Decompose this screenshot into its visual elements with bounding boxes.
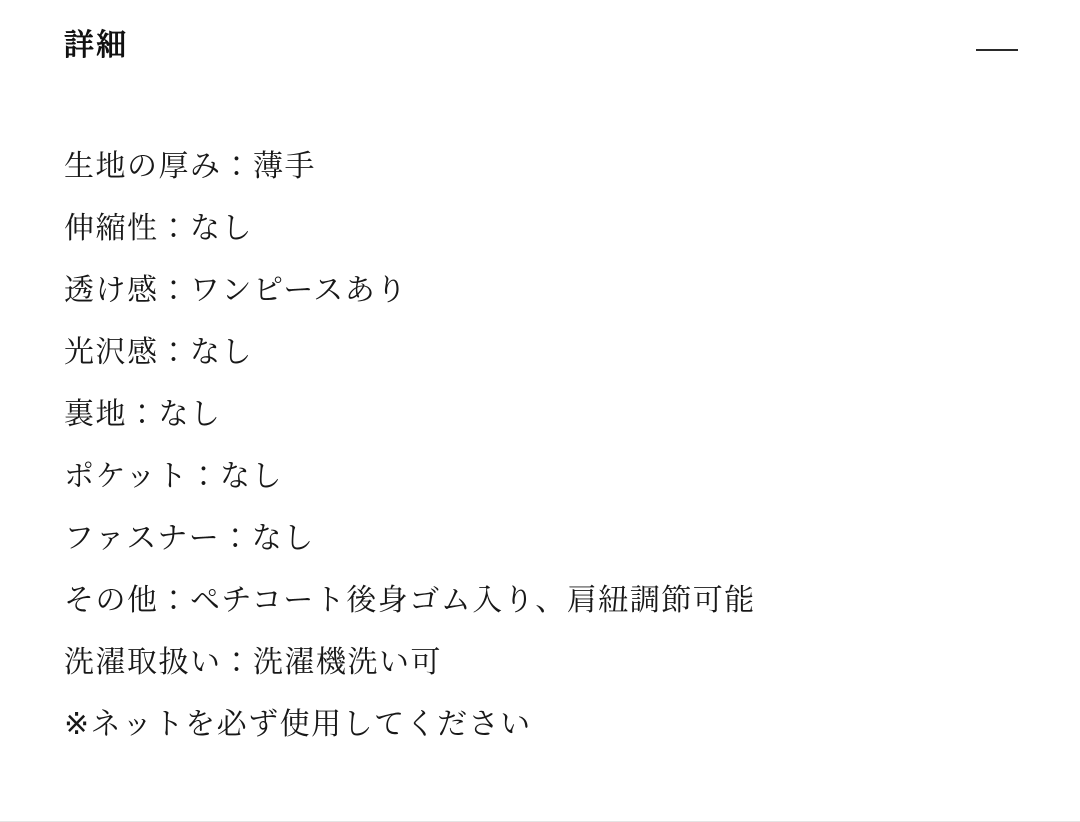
list-item: その他：ペチコート後身ゴム入り、肩紐調節可能 <box>64 584 756 617</box>
minus-icon-bar <box>976 49 1018 51</box>
list-item: 光沢感：なし <box>64 336 253 369</box>
list-item: ファスナー：なし <box>64 522 315 555</box>
list-item: 伸縮性：なし <box>64 212 253 245</box>
list-item: 洗濯取扱い：洗濯機洗い可 <box>64 646 442 679</box>
list-item: ポケット：なし <box>64 460 283 493</box>
list-item-note: ※ネットを必ず使用してください <box>64 708 532 741</box>
page-title: 詳細 <box>64 29 128 62</box>
details-list <box>0 68 1080 756</box>
list-item: 生地の厚み：薄手 <box>64 150 316 183</box>
list-item: 透け感：ワンピースあり <box>64 274 408 307</box>
list-item: 裏地：なし <box>64 398 222 431</box>
details-panel-header[interactable] <box>0 0 1080 68</box>
minus-icon[interactable] <box>974 32 1020 68</box>
